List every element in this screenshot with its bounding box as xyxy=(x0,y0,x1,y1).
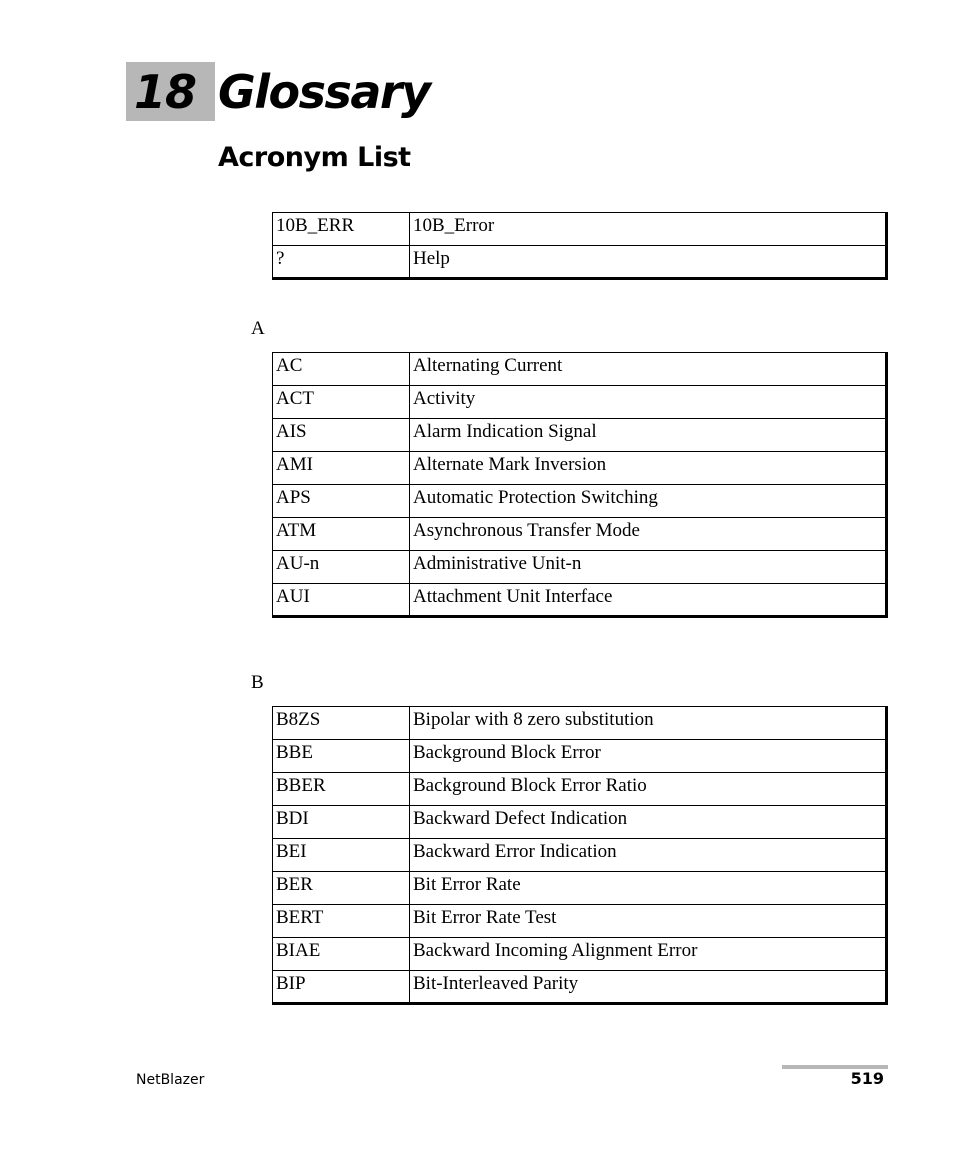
acronym-cell: B8ZS xyxy=(273,707,410,740)
table-row xyxy=(273,905,887,938)
acronym-table-misc xyxy=(272,212,888,280)
table-row xyxy=(273,485,887,518)
table-row xyxy=(273,938,887,971)
meaning-cell: Background Block Error xyxy=(410,740,887,773)
acronym-cell: AUI xyxy=(273,584,410,617)
acronym-cell: AMI xyxy=(273,452,410,485)
section-letter-b: B xyxy=(251,672,264,693)
page-number: 519 xyxy=(850,1069,884,1088)
meaning-cell: Alternate Mark Inversion xyxy=(410,452,887,485)
footer-product-name: NetBlazer xyxy=(136,1072,205,1088)
acronym-cell: ACT xyxy=(273,386,410,419)
meaning-cell: Backward Defect Indication xyxy=(410,806,887,839)
table-row xyxy=(273,246,887,279)
acronym-table-a xyxy=(272,352,888,618)
chapter-number: 18 xyxy=(134,65,197,119)
table-row xyxy=(273,872,887,905)
meaning-cell: Bipolar with 8 zero substitution xyxy=(410,707,887,740)
acronym-cell: APS xyxy=(273,485,410,518)
acronym-cell: BDI xyxy=(273,806,410,839)
acronym-cell: AU-n xyxy=(273,551,410,584)
table-row xyxy=(273,773,887,806)
acronym-cell: AIS xyxy=(273,419,410,452)
acronym-cell: AC xyxy=(273,353,410,386)
meaning-cell: Alternating Current xyxy=(410,353,887,386)
meaning-cell: Administrative Unit-n xyxy=(410,551,887,584)
table-row xyxy=(273,806,887,839)
meaning-cell: Bit-Interleaved Parity xyxy=(410,971,887,1004)
table-row xyxy=(273,551,887,584)
acronym-cell: BIP xyxy=(273,971,410,1004)
meaning-cell: 10B_Error xyxy=(410,213,887,246)
acronym-table-b xyxy=(272,706,888,1005)
meaning-cell: Backward Error Indication xyxy=(410,839,887,872)
meaning-cell: Alarm Indication Signal xyxy=(410,419,887,452)
meaning-cell: Bit Error Rate Test xyxy=(410,905,887,938)
acronym-cell: 10B_ERR xyxy=(273,213,410,246)
table-row xyxy=(273,419,887,452)
acronym-cell: BBER xyxy=(273,773,410,806)
acronym-cell: BERT xyxy=(273,905,410,938)
table-row xyxy=(273,707,887,740)
acronym-cell: ? xyxy=(273,246,410,279)
table-row xyxy=(273,213,887,246)
meaning-cell: Automatic Protection Switching xyxy=(410,485,887,518)
meaning-cell: Bit Error Rate xyxy=(410,872,887,905)
acronym-cell: BEI xyxy=(273,839,410,872)
table-row xyxy=(273,971,887,1004)
table-row xyxy=(273,452,887,485)
chapter-title: Glossary xyxy=(218,65,430,119)
table-row xyxy=(273,518,887,551)
table-row xyxy=(273,584,887,617)
meaning-cell: Activity xyxy=(410,386,887,419)
meaning-cell: Backward Incoming Alignment Error xyxy=(410,938,887,971)
acronym-cell: ATM xyxy=(273,518,410,551)
table-row xyxy=(273,386,887,419)
table-row xyxy=(273,353,887,386)
meaning-cell: Asynchronous Transfer Mode xyxy=(410,518,887,551)
acronym-cell: BIAE xyxy=(273,938,410,971)
acronym-cell: BER xyxy=(273,872,410,905)
table-row xyxy=(273,839,887,872)
acronym-cell: BBE xyxy=(273,740,410,773)
meaning-cell: Attachment Unit Interface xyxy=(410,584,887,617)
meaning-cell: Background Block Error Ratio xyxy=(410,773,887,806)
table-row xyxy=(273,740,887,773)
meaning-cell: Help xyxy=(410,246,887,279)
section-letter-a: A xyxy=(251,318,265,339)
section-heading: Acronym List xyxy=(218,142,411,173)
